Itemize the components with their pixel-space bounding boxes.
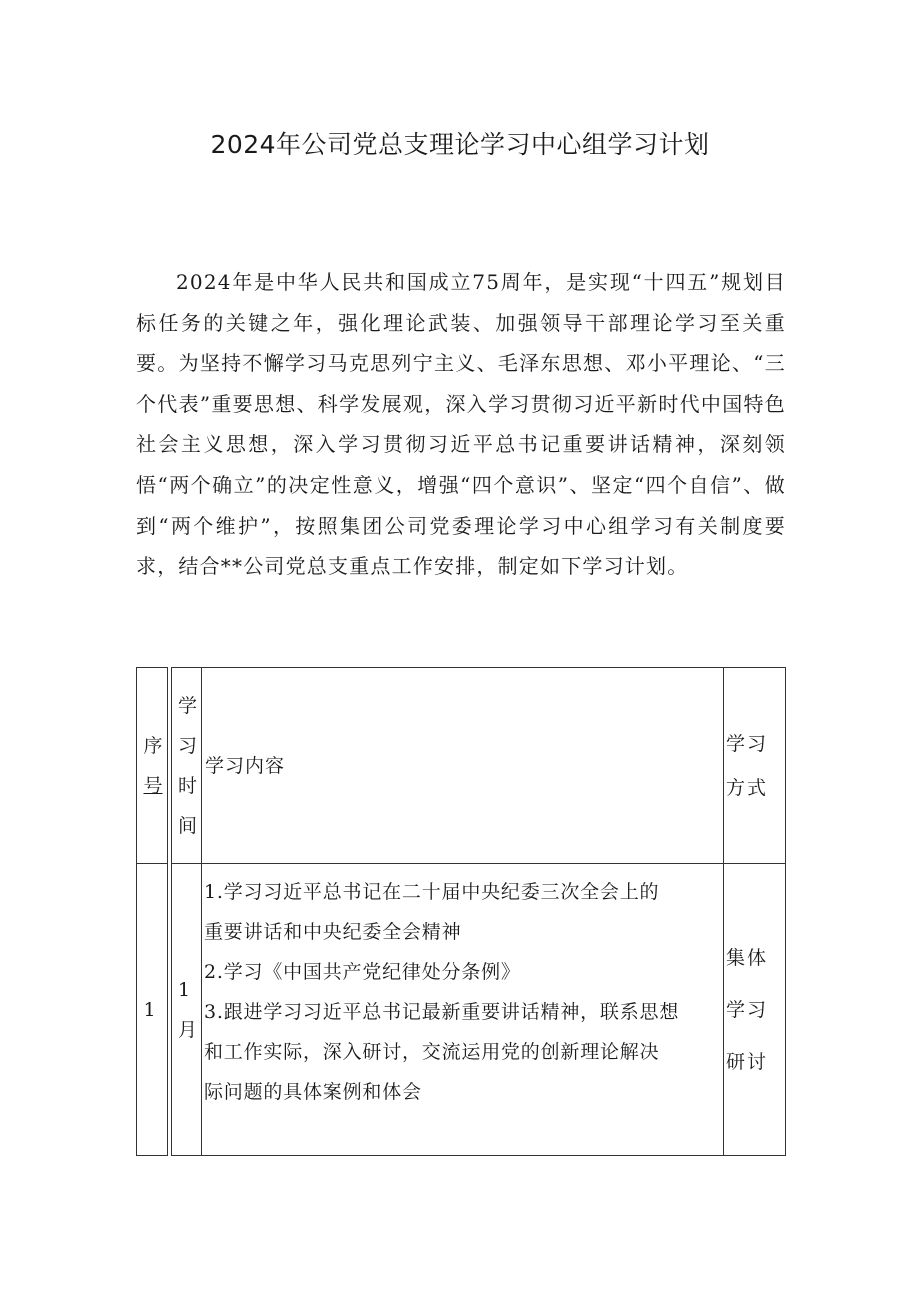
- header-content-label: 学习内容: [205, 754, 286, 777]
- header-content: [202, 668, 724, 864]
- table-header-row: [137, 668, 786, 864]
- row-time-char: 月: [178, 1018, 198, 1041]
- header-time-char: 间: [178, 814, 198, 837]
- header-index-char: 序: [143, 734, 163, 757]
- row-time: [172, 864, 202, 1156]
- study-plan-table: [136, 667, 786, 1156]
- row-mode-line: 研讨: [726, 1050, 769, 1073]
- row-index-value: 1: [143, 998, 156, 1021]
- content-line: 际问题的具体案例和体会: [204, 1081, 422, 1103]
- header-time: [172, 668, 202, 864]
- content-line: 3.跟进学习习近平总书记最新重要讲话精神，联系思想: [204, 1001, 680, 1023]
- intro-paragraph: 2024年是中华人民共和国成立75周年，是实现“十四五”规划目标任务的关键之年，强化理论武装、加强领导干部理论学习至关重要。为坚持不懈学习马克思列宁主义、毛泽东思想、邓小平理论、“三个代表”重要思想、科学发展观，深入学习贯彻习近平新时代中国特色社会主义思想，深入学习贯彻习近平总书记重要讲话精神，深刻领悟“两个确立”的决定性意义，增强“四个意识”、坚定“四个自信”、做到“两个维护”，按照集团公司党委理论学习中心组学习有关制度要求，结合**公司党总支重点工作安排，制定如下学习计划。: [136, 270, 786, 579]
- content-line: 1.学习习近平总书记在二十届中央纪委三次全会上的: [204, 881, 660, 903]
- header-time-char: 习: [178, 734, 198, 757]
- content-line: 2.学习《中国共产党纪律处分条例》: [204, 961, 521, 983]
- row-mode-line: 集体: [726, 946, 769, 969]
- content-line: 和工作实际，深入研讨，交流运用党的创新理论解决: [204, 1041, 660, 1063]
- content-line: 重要讲话和中央纪委全会精神: [204, 921, 462, 943]
- row-content: [202, 864, 724, 1156]
- header-time-char: 时: [178, 774, 198, 797]
- row-index: [137, 864, 168, 1156]
- row-mode-line: 学习: [726, 998, 769, 1021]
- header-time-char: 学: [178, 694, 198, 717]
- header-mode: [724, 668, 786, 864]
- header-index: [137, 668, 168, 864]
- table-row: [137, 864, 786, 1156]
- document-title: 2024年公司党总支理论学习中心组学习计划: [210, 130, 710, 159]
- header-mode-line: 方式: [726, 776, 769, 799]
- header-index-char: 号: [143, 774, 163, 797]
- header-mode-line: 学习: [726, 732, 769, 755]
- row-mode: [724, 864, 786, 1156]
- row-time-char: 1: [178, 978, 191, 1001]
